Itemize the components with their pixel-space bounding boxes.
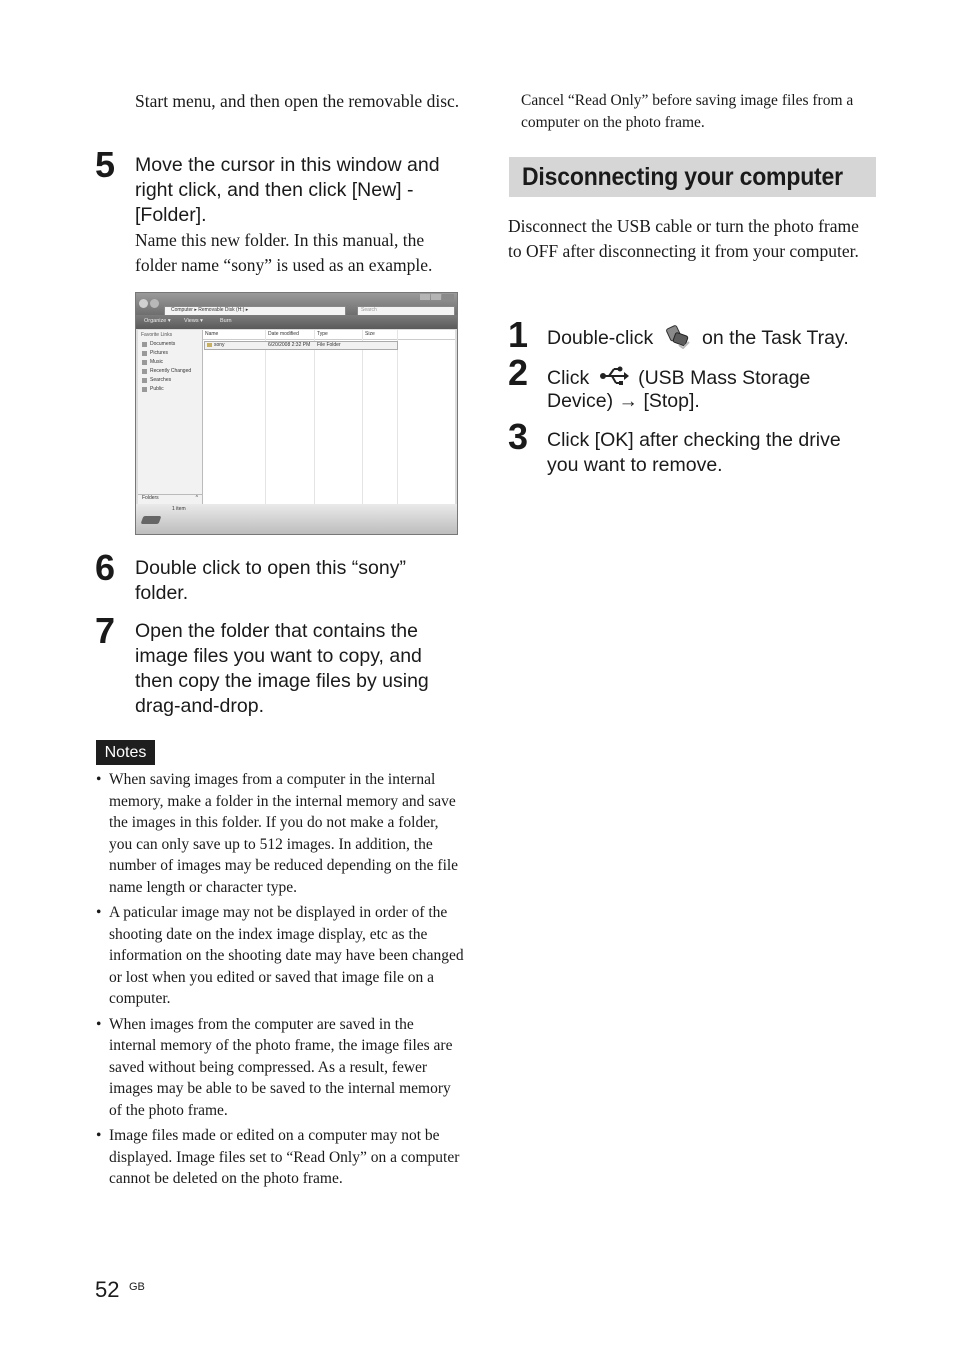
music-icon	[142, 360, 147, 365]
notes-badge: Notes	[96, 740, 155, 765]
folders-bar: Folders ^	[138, 494, 202, 504]
column-header-row: Name Date modified Type Size	[203, 330, 455, 340]
navigation-pane: Favorite Links Documents Pictures Music Recently Changed Searches Public Folders ^	[138, 330, 203, 504]
disconnect-step-1-number: 1	[508, 314, 529, 355]
window-titlebar	[136, 293, 457, 315]
read-only-note: Cancel “Read Only” before saving image files from a computer on the photo frame.	[521, 92, 854, 131]
back-icon	[139, 299, 148, 308]
disconnect-step-2-line1: Click (USB Mass Storage	[547, 364, 887, 391]
file-list-pane	[203, 330, 455, 504]
notes-list	[96, 769, 464, 1193]
safely-remove-hardware-icon	[665, 325, 691, 349]
documents-icon	[142, 342, 147, 347]
folder-icon	[207, 343, 212, 347]
step-6-text: Double click to open this “sony” folder.	[135, 557, 406, 604]
step-7-text: Open the folder that contains the image files you want to copy, and then copy the image files by using drag-and-drop.	[135, 620, 429, 717]
step-5-text: Move the cursor in this window and right click, and then click [New] - [Folder].	[135, 154, 440, 226]
disconnect-step-3-number: 3	[508, 416, 529, 457]
disconnect-step-3-text: Click [OK] after checking the drive you want to remove.	[547, 429, 841, 476]
list-item: • When images from the computer are saved in the internal memory of the photo frame, the image files are saved without being compressed. As a result, fewer images may be able to be saved to the internal memory of the photo frame.	[96, 1014, 464, 1122]
public-icon	[142, 387, 147, 392]
removable-disk-icon	[141, 516, 162, 524]
maximize-icon	[431, 294, 441, 300]
step-5-subtext: Name this new folder. In this manual, the folder name “sony” is used as an example.	[135, 230, 433, 275]
list-item: • Image files made or edited on a computer may not be displayed. Image files set to “Read Only” on a computer cannot be deleted on the photo frame.	[96, 1125, 464, 1190]
list-item: • A paticular image may not be displayed in order of the shooting date on the index image display, etc as the information on the shooting date may have been changed or lost when you edited or saved that image file on a computer.	[96, 902, 464, 1010]
disconnect-step-2-line2: Device) → [Stop].	[547, 390, 700, 412]
disconnect-step-2-number: 2	[508, 352, 529, 393]
disconnect-step-1-text: Double-click on the Task Tray.	[547, 327, 849, 349]
table-row: sony 6/20/2008 2:32 PM File Folder	[204, 341, 398, 350]
region-code: GB	[129, 1281, 145, 1293]
usb-icon	[599, 364, 629, 388]
pictures-icon	[142, 351, 147, 356]
explorer-window-screenshot	[135, 292, 458, 535]
close-icon	[442, 294, 454, 300]
page-number: 52	[95, 1277, 120, 1302]
forward-icon	[150, 299, 159, 308]
section-title: Disconnecting your computer	[522, 163, 843, 191]
list-item: • When saving images from a computer in the internal memory, make a folder in the internal memory and save the images in this folder. If you do not make a folder, you can only save up to 512 images. In addition, the number of images may be reduced depending on the file name length or character type.	[96, 769, 464, 899]
arrow-right-icon: →	[618, 390, 639, 412]
search-box: Search	[357, 306, 455, 316]
step-6-number: 6	[95, 547, 116, 588]
step-7-number: 7	[95, 610, 116, 651]
recently-changed-icon	[142, 369, 147, 374]
minimize-icon	[420, 294, 430, 300]
disconnect-description: Disconnect the USB cable or turn the photo frame to OFF after disconnecting it from your computer.	[508, 216, 859, 261]
address-bar: Computer ▸ Removable Disk (H:) ▸	[164, 306, 346, 316]
intro-text: Start menu, and then open the removable disc.	[135, 91, 460, 111]
step-5-number: 5	[95, 144, 116, 185]
section-heading-bar	[509, 157, 876, 197]
details-pane: 1 item	[136, 504, 457, 534]
searches-icon	[142, 378, 147, 383]
window-toolbar: Organize ▾ Views ▾ Burn	[136, 315, 457, 329]
chevron-up-icon: ^	[195, 495, 198, 501]
